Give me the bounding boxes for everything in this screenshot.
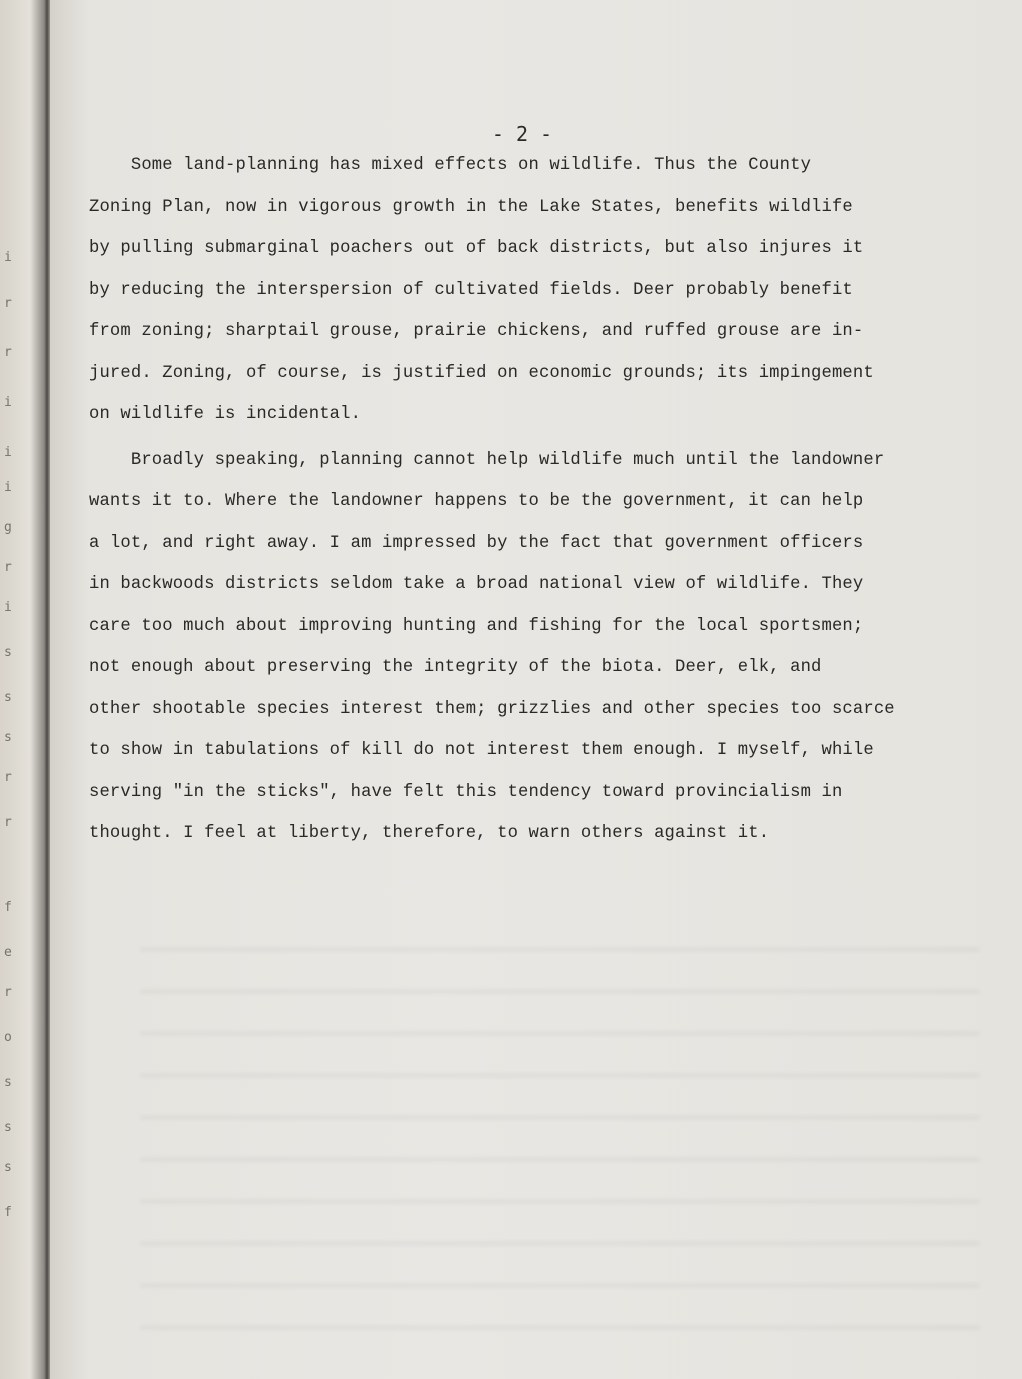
edge-char: i xyxy=(4,250,12,265)
text-line: in backwoods districts seldom take a broad national view of wildlife. They xyxy=(89,575,864,594)
typed-page xyxy=(50,0,1022,1379)
edge-char: s xyxy=(4,1160,12,1175)
text-line: a lot, and right away. I am impressed by the fact that government officers xyxy=(89,533,864,553)
edge-char: s xyxy=(4,1075,12,1090)
page-number: - 2 - xyxy=(491,122,553,146)
edge-char: r xyxy=(4,345,12,360)
show-through-texture xyxy=(140,920,980,1340)
edge-char: s xyxy=(4,690,12,705)
edge-char: i xyxy=(4,395,12,410)
edge-char: r xyxy=(4,296,12,311)
edge-char: o xyxy=(4,1030,12,1045)
text-line: other shootable species interest them; grizzlies and other species too scarce xyxy=(89,699,895,719)
text-line: from zoning; sharptail grouse, prairie chickens, and ruffed grouse are in- xyxy=(89,322,864,341)
edge-char: f xyxy=(4,1205,12,1220)
edge-char: s xyxy=(4,645,12,660)
edge-char: f xyxy=(4,900,12,915)
edge-char: r xyxy=(4,815,12,830)
text-line: Zoning Plan, now in vigorous growth in the Lake States, benefits wildlife xyxy=(89,197,853,217)
edge-char: e xyxy=(4,945,12,960)
edge-char: i xyxy=(4,445,12,460)
edge-char: s xyxy=(4,1120,12,1135)
text-line: wants it to. Where the landowner happens to be the government, it can help xyxy=(89,492,864,511)
text-line: not enough about preserving the integrity of the biota. Deer, elk, and xyxy=(89,658,822,677)
edge-char: r xyxy=(4,985,12,1000)
text-line: by reducing the interspersion of cultivated fields. Deer probably benefit xyxy=(89,280,853,300)
edge-char: s xyxy=(4,730,12,745)
previous-page-edge xyxy=(4,0,24,1379)
text-line: care too much about improving hunting and fishing for the local sportsmen; xyxy=(89,616,864,636)
edge-char: i xyxy=(4,600,12,615)
edge-char: g xyxy=(4,520,12,535)
text-line: Some land-planning has mixed effects on wildlife. Thus the County xyxy=(89,156,812,175)
edge-char: r xyxy=(4,770,12,785)
text-line: thought. I feel at liberty, therefore, to warn others against it. xyxy=(89,824,770,843)
text-line: jured. Zoning, of course, is justified on economic grounds; its impingement xyxy=(89,363,874,383)
edge-char: r xyxy=(4,560,12,575)
text-line: serving "in the sticks", have felt this tendency toward provincialism in xyxy=(89,782,843,802)
edge-char: i xyxy=(4,480,12,495)
text-line: Broadly speaking, planning cannot help wildlife much until the landowner xyxy=(89,450,885,470)
text-line: on wildlife is incidental. xyxy=(89,405,362,424)
text-line: to show in tabulations of kill do not interest them enough. I myself, while xyxy=(89,741,874,760)
text-line: by pulling submarginal poachers out of back districts, but also injures it xyxy=(89,239,864,258)
